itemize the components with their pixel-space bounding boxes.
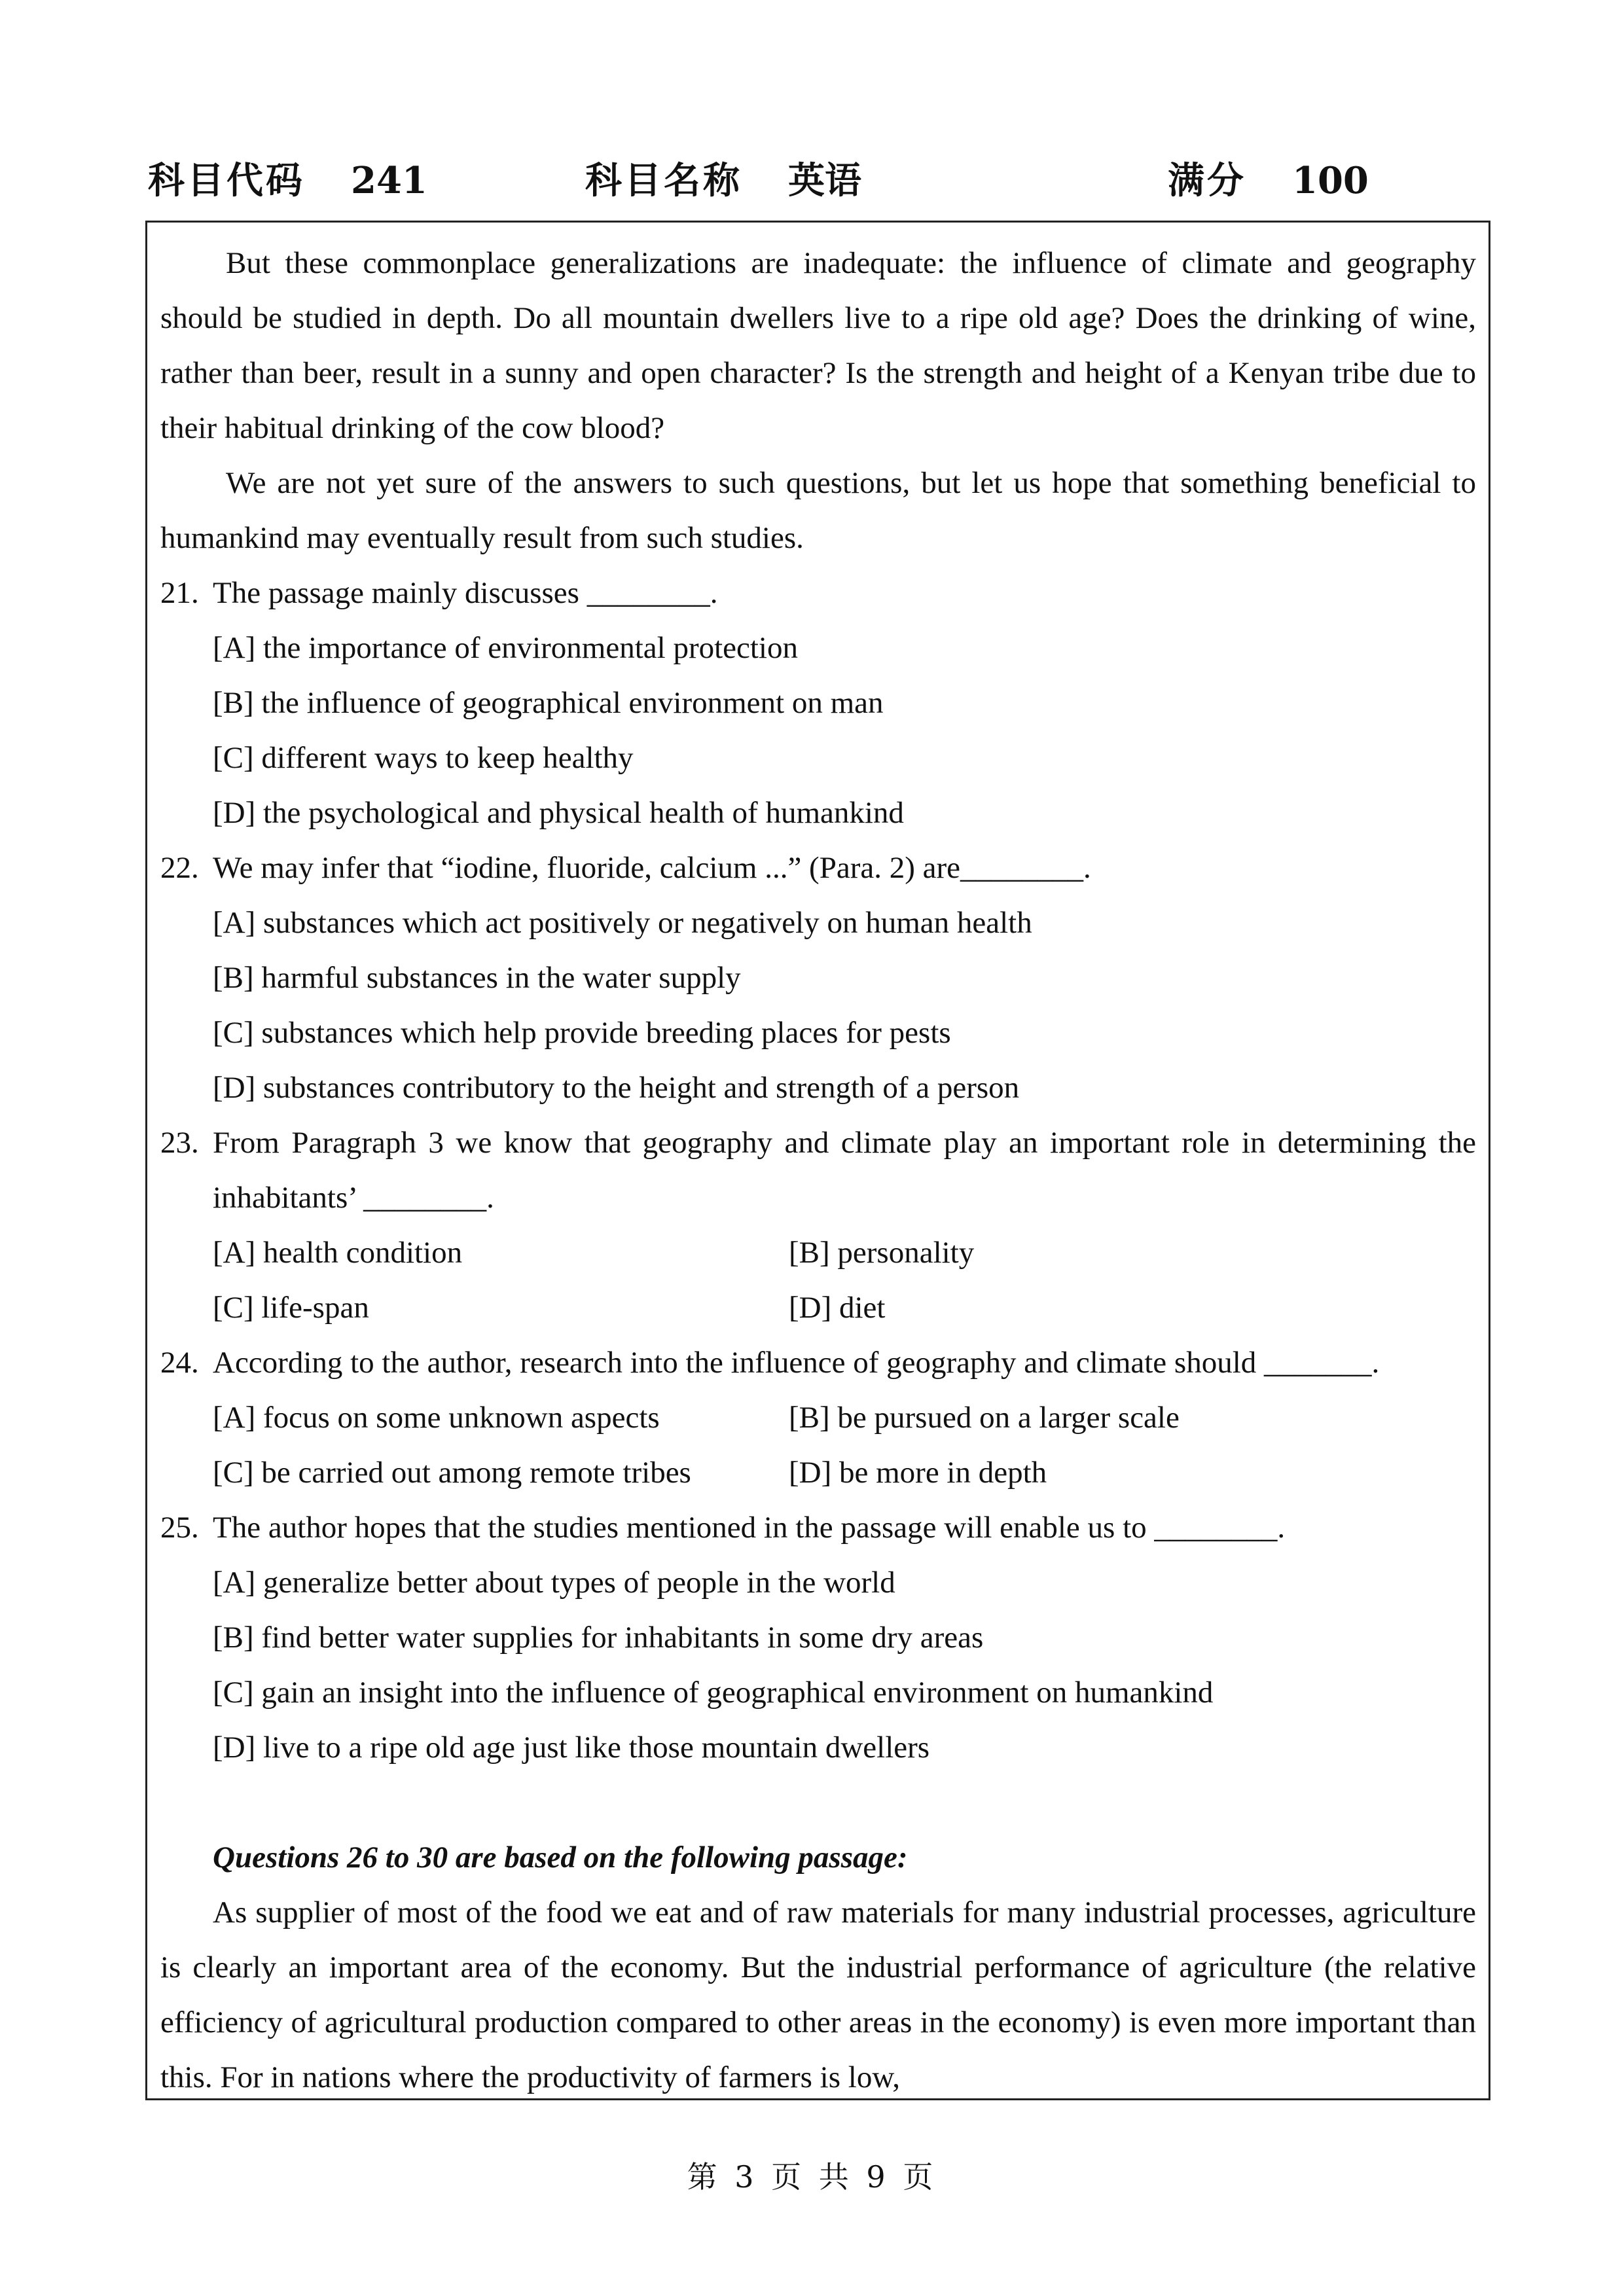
subject-name-value: 英语 — [788, 159, 861, 202]
option-b: [B] the influence of geographical environment on man — [213, 686, 884, 720]
question-number: 24. — [160, 1346, 199, 1380]
option-a: [A] substances which act positively or negatively on human health — [213, 906, 1032, 940]
option-a: [A] the importance of environmental protection — [213, 631, 798, 665]
question-stem: From Paragraph 3 we know that geography and climate play an important role in determining the inhabitants’ ________. — [213, 1126, 1476, 1215]
subject-name — [585, 152, 861, 204]
option-b: [B] find better water supplies for inhabitants in some dry areas — [213, 1621, 984, 1655]
page-number: 第 3 页 共 9 页 — [687, 2159, 937, 2195]
option-b: [B] personality — [789, 1236, 975, 1270]
subject-code-label: 科目代码 — [148, 159, 305, 202]
question-stem: The author hopes that the studies mentioned in the passage will enable us to ________. — [213, 1511, 1286, 1545]
full-score-label: 满分 — [1168, 159, 1246, 202]
option-a: [A] health condition — [213, 1236, 463, 1270]
question-number: 25. — [160, 1511, 199, 1545]
full-score-value: 100 — [1292, 159, 1369, 202]
page-header — [0, 152, 1624, 204]
question-stem: We may infer that “iodine, fluoride, calcium ...” (Para. 2) are________. — [213, 851, 1091, 885]
full-score — [1168, 152, 1369, 204]
question-23 — [160, 1115, 1476, 1225]
option-a: [A] generalize better about types of people in the world — [213, 1566, 895, 1600]
passage-paragraph: As supplier of most of the food we eat and of raw materials for many industrial processes, agriculture is clearly an important area of the economy. But the industrial performance of agriculture (the relative efficiency of agricultural production compared to other areas in the economy) is even more important than this. For in nations where the productivity of farmers is low, — [160, 1895, 1476, 2094]
option-c: [C] gain an insight into the influence of geographical environment on humankind — [213, 1676, 1214, 1710]
question-stem: According to the author, research into the influence of geography and climate should _______. — [213, 1346, 1380, 1380]
option-d: [D] live to a ripe old age just like those mountain dwellers — [213, 1731, 930, 1765]
passage-paragraph: We are not yet sure of the answers to such questions, but let us hope that something beneficial to humankind may eventually result from such studies. — [160, 466, 1476, 555]
question-22 — [160, 840, 1476, 895]
subject-code-value: 241 — [351, 159, 427, 202]
option-row — [213, 1445, 1476, 1500]
question-25 — [160, 1500, 1476, 1555]
passage-paragraph: But these commonplace generalizations are inadequate: the influence of climate and geography should be studied in depth. Do all mountain dwellers live to a ripe old age? Does the drinking of wine, rather than beer, result in a sunny and open character? Is the strength and height of a Kenyan tribe due to their habitual drinking of the cow blood? — [160, 246, 1476, 445]
option-row — [213, 1280, 1476, 1335]
question-24 — [160, 1335, 1476, 1390]
option-c: [C] different ways to keep healthy — [213, 741, 634, 775]
subject-code — [148, 152, 427, 204]
option-c: [C] life-span — [213, 1291, 369, 1325]
option-a: [A] focus on some unknown aspects — [213, 1401, 660, 1435]
option-b: [B] harmful substances in the water supply — [213, 961, 741, 995]
section-title: Questions 26 to 30 are based on the following passage: — [213, 1840, 908, 1874]
question-number: 21. — [160, 576, 199, 610]
option-row — [213, 1225, 1476, 1280]
option-b: [B] be pursued on a larger scale — [789, 1401, 1180, 1435]
option-c: [C] substances which help provide breeding places for pests — [213, 1016, 951, 1050]
option-d: [D] substances contributory to the height and strength of a person — [213, 1071, 1020, 1105]
option-d: [D] diet — [789, 1291, 886, 1325]
question-stem: The passage mainly discusses ________. — [213, 576, 718, 610]
subject-name-label: 科目名称 — [585, 159, 742, 202]
question-number: 23. — [160, 1126, 199, 1160]
option-c: [C] be carried out among remote tribes — [213, 1456, 691, 1490]
question-21 — [160, 565, 1476, 620]
question-number: 22. — [160, 851, 199, 885]
option-d: [D] the psychological and physical health of humankind — [213, 796, 904, 830]
option-d: [D] be more in depth — [789, 1456, 1047, 1490]
option-row — [213, 1390, 1476, 1445]
exam-content — [160, 236, 1476, 2105]
